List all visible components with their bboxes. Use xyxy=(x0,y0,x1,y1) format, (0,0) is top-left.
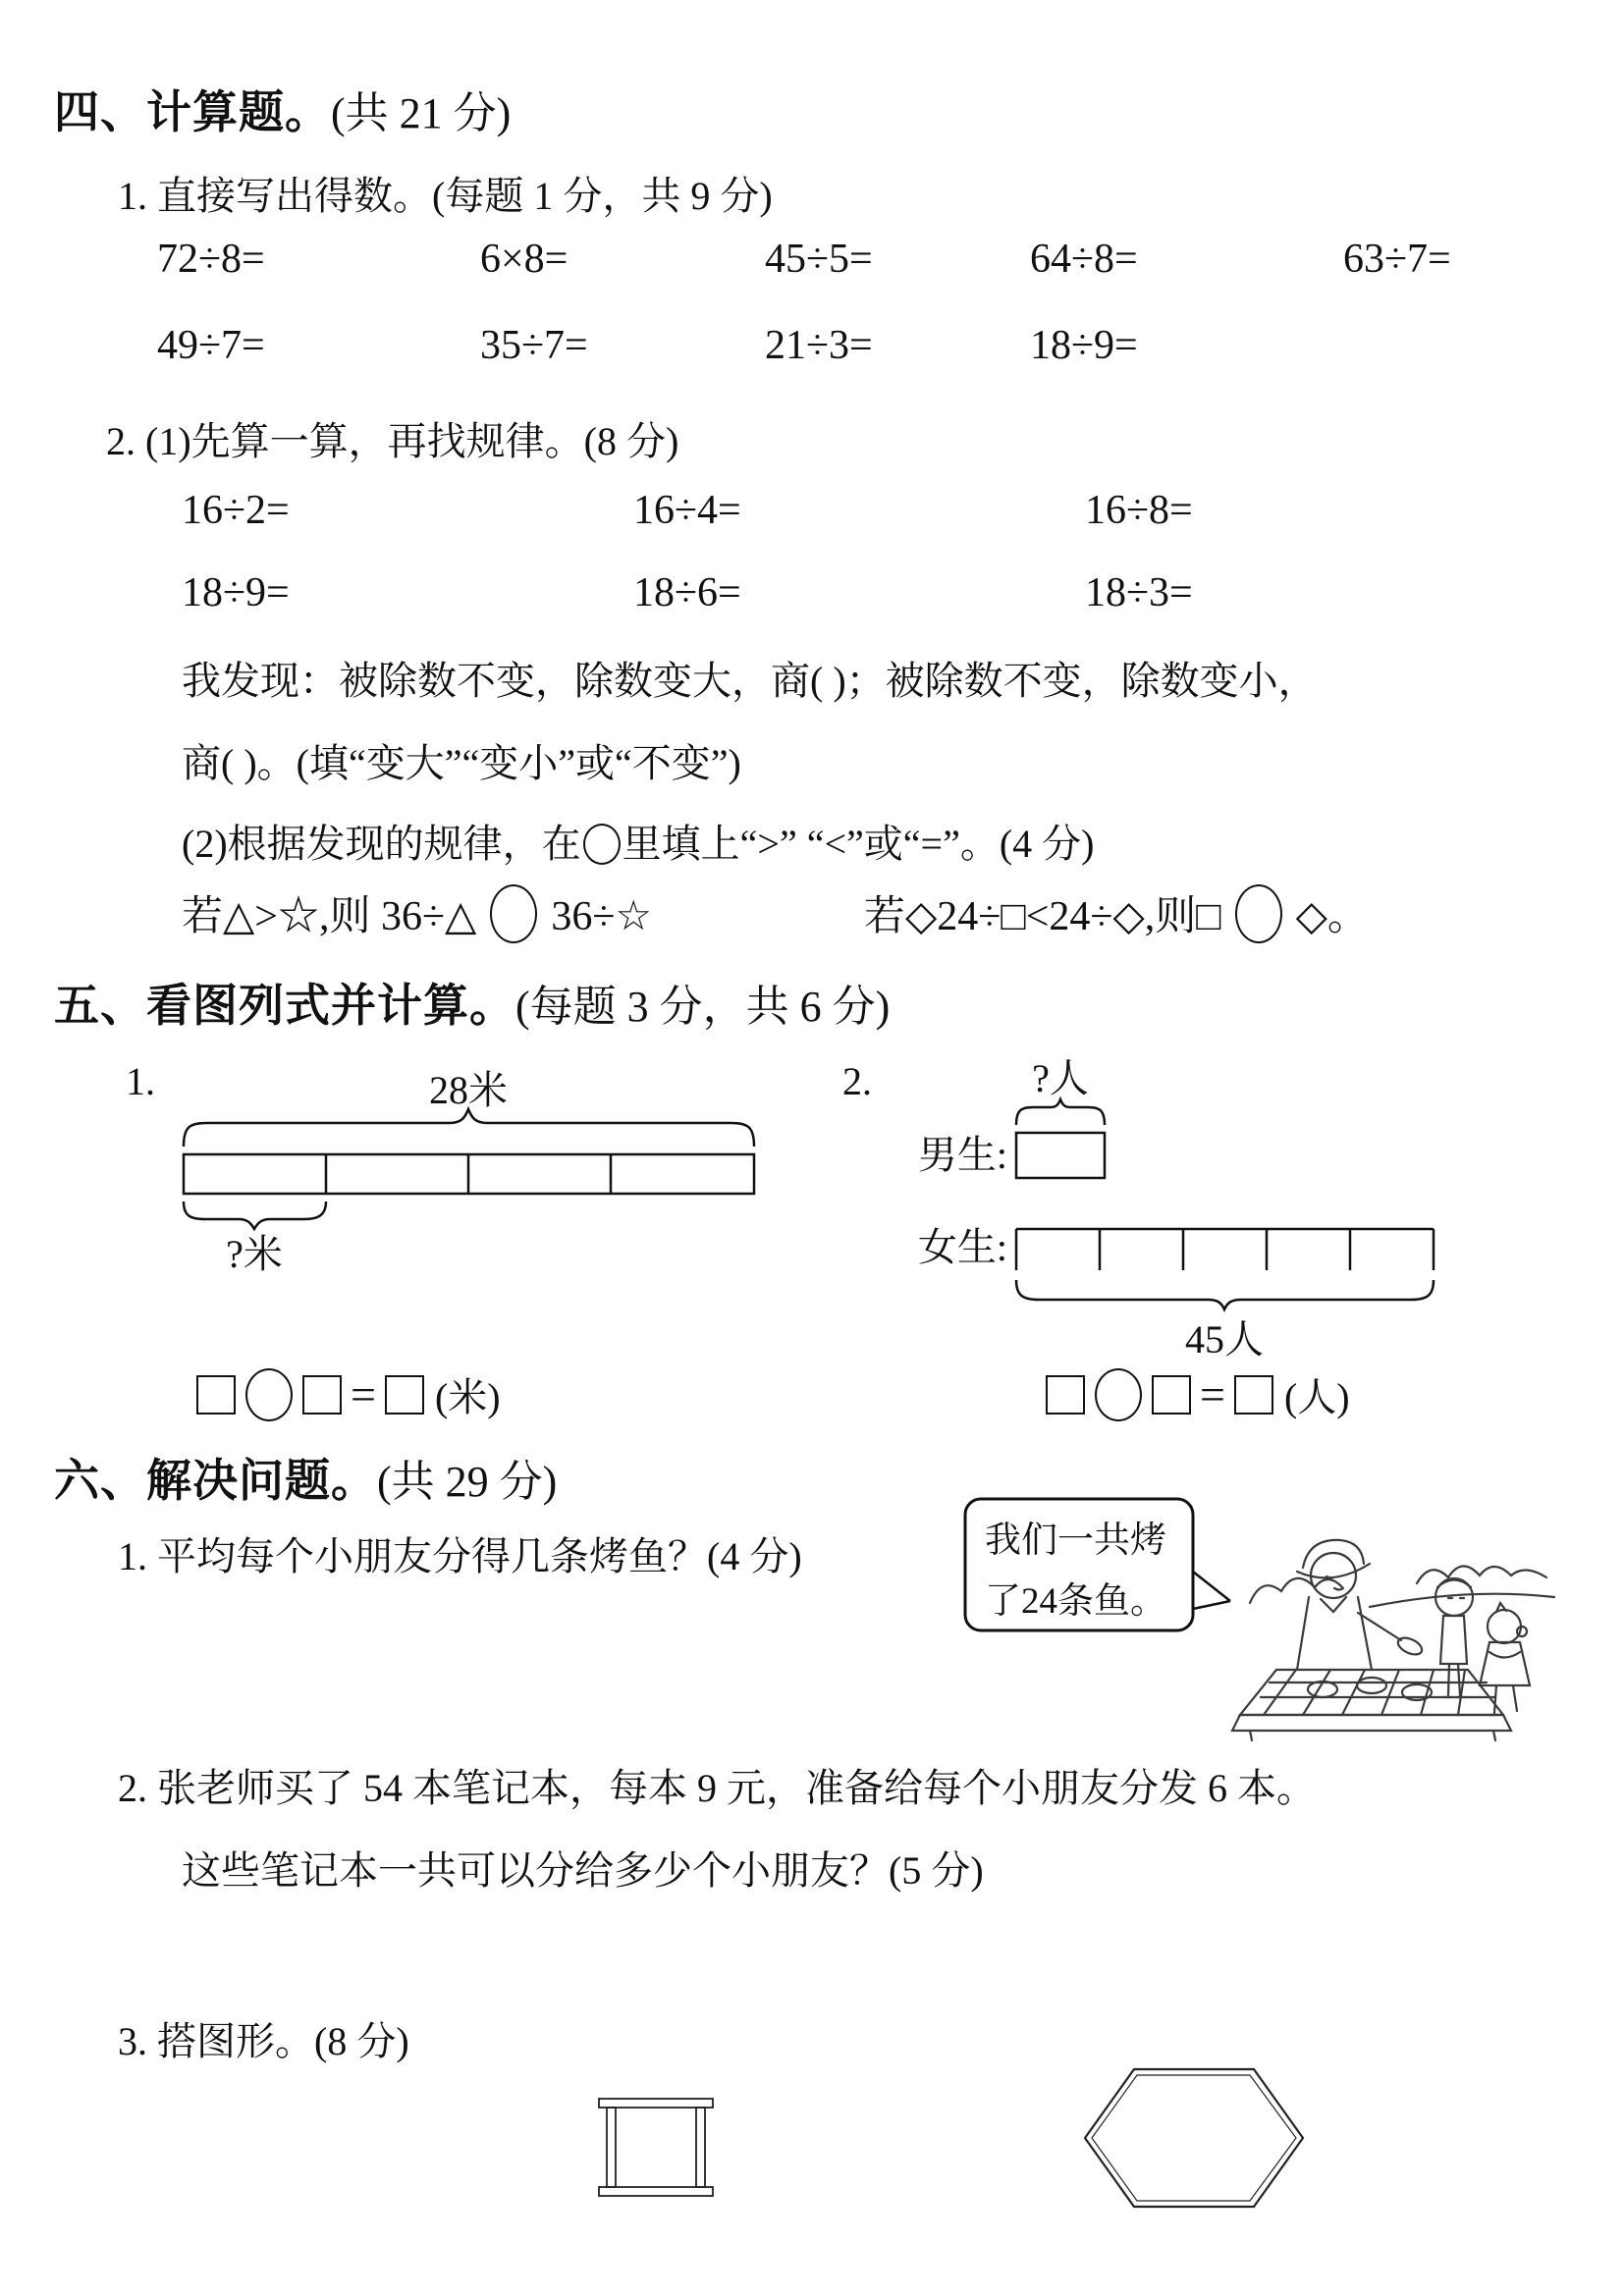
formula-meters xyxy=(191,1366,501,1422)
section6-problem1-label: 1. 平均每个小朋友分得几条烤鱼？(4 分) xyxy=(118,1534,802,1578)
expr1-suffix: 36÷☆ xyxy=(551,894,653,939)
equation: 16÷8= xyxy=(1085,488,1193,533)
bush-left xyxy=(1250,1578,1342,1603)
woman-head xyxy=(1311,1553,1356,1598)
expr2-prefix: 若◇24÷□<24÷◇,则□ xyxy=(864,894,1221,939)
boy-body xyxy=(1440,1616,1467,1664)
equation: 64÷8= xyxy=(1030,237,1138,282)
total-length-label: 28米 xyxy=(429,1068,508,1112)
problem2-number: 2. xyxy=(842,1059,872,1103)
section5-heading-score: (每题 3 分，共 6 分) xyxy=(515,983,891,1031)
scene-lineart xyxy=(1232,1540,1554,1740)
fish-on-grill xyxy=(1357,1678,1386,1693)
answer-circle-icon xyxy=(1235,884,1282,943)
answer-circle-icon xyxy=(490,884,537,943)
equation: 18÷9= xyxy=(182,570,290,615)
unit-label: (人) xyxy=(1283,1375,1350,1419)
equation: 35÷7= xyxy=(480,323,588,368)
female-label: 女生: xyxy=(917,1225,1007,1269)
section5-heading-main: 五、看图列式并计算。 xyxy=(54,980,515,1031)
finding-line2: 商( )。(填“变大”“变小”或“不变”) xyxy=(182,741,741,785)
section4-heading-score: (共 21 分) xyxy=(331,89,512,137)
equation: 18÷3= xyxy=(1085,570,1193,615)
stick-hexagon xyxy=(1085,2069,1303,2207)
part2-label xyxy=(182,813,1094,869)
woman-body xyxy=(1297,1597,1372,1670)
equation: 21÷3= xyxy=(765,323,873,368)
brace-top-male xyxy=(1016,1099,1105,1125)
section6-heading-score: (共 29 分) xyxy=(377,1458,558,1506)
operator-circle-icon xyxy=(1095,1368,1142,1421)
woman-face xyxy=(1326,1576,1343,1590)
stick-top xyxy=(599,2099,713,2108)
bar-diagram-45people xyxy=(884,1058,1502,1362)
expr2-suffix: ◇。 xyxy=(1295,894,1369,939)
equation: 16÷4= xyxy=(633,488,741,533)
compare-expression-2 xyxy=(864,883,1369,943)
equation: 72÷8= xyxy=(157,237,265,282)
equation: 6×8= xyxy=(480,237,568,282)
stick-square xyxy=(599,2099,713,2196)
unit-label: (米) xyxy=(434,1375,501,1419)
stick-right xyxy=(696,2108,705,2187)
stick-bottom xyxy=(599,2187,713,2196)
speech-bubble-line2: 了24条鱼。 xyxy=(985,1581,1166,1622)
girl-legs xyxy=(1489,1685,1517,1715)
fill-circle-icon xyxy=(583,824,621,865)
equation: 49÷7= xyxy=(157,323,265,368)
answer-box-icon xyxy=(385,1375,424,1415)
brace-bottom xyxy=(184,1201,326,1229)
total-people-label: 45人 xyxy=(1185,1317,1264,1362)
formula-people xyxy=(1041,1366,1350,1422)
woman-hat-brim xyxy=(1297,1564,1370,1577)
male-label: 男生: xyxy=(917,1133,1007,1177)
answer-box-icon xyxy=(1234,1375,1273,1415)
hexagon-outer xyxy=(1085,2069,1303,2207)
equation: 16÷2= xyxy=(182,488,290,533)
answer-box-icon xyxy=(302,1375,342,1415)
problem1-number: 1. xyxy=(126,1059,155,1103)
operator-circle-icon xyxy=(245,1368,293,1421)
section6-heading-main: 六、解决问题。 xyxy=(54,1455,377,1506)
unknown-people-label: ?人 xyxy=(1032,1058,1089,1100)
part2-prefix: (2)根据发现的规律，在 xyxy=(182,822,581,866)
section6-problem2-line2: 这些笔记本一共可以分给多少个小朋友？(5 分) xyxy=(182,1848,984,1893)
speech-bubble xyxy=(965,1499,1230,1630)
female-bar xyxy=(1016,1229,1434,1270)
grill-illustration xyxy=(957,1477,1561,1742)
girl-dress xyxy=(1480,1642,1530,1685)
equation: 45÷5= xyxy=(765,237,873,282)
girl-head xyxy=(1488,1610,1521,1643)
equation: 18÷9= xyxy=(1030,323,1138,368)
speech-bubble-line1: 我们一共烤 xyxy=(985,1521,1166,1561)
bar-diagram-28m xyxy=(182,1066,771,1277)
equation: 18÷6= xyxy=(633,570,741,615)
horizon-line xyxy=(1370,1594,1554,1607)
brace-bottom-female xyxy=(1016,1280,1434,1309)
equation: 63÷7= xyxy=(1343,237,1451,282)
stick-left xyxy=(607,2108,616,2187)
fish-in-hand xyxy=(1395,1634,1424,1658)
compare-expression-1 xyxy=(182,883,652,943)
section4-heading xyxy=(54,77,511,141)
section4-item1-label: 1. 直接写出得数。(每题 1 分，共 9 分) xyxy=(118,174,773,218)
section4-heading-main: 四、计算题。 xyxy=(54,86,331,137)
part-length-label: ?米 xyxy=(226,1232,283,1276)
bush-right xyxy=(1417,1566,1546,1583)
answer-box-icon xyxy=(1152,1375,1191,1415)
section4-item2-label: 2. (1)先算一算，再找规律。(8 分) xyxy=(106,419,679,463)
section6-problem2-line1: 2. 张老师买了 54 本笔记本，每本 9 元，准备给每个小朋友分发 6 本。 xyxy=(118,1766,1316,1810)
part2-suffix: 里填上“>” “<”或“=”。(4 分) xyxy=(622,822,1095,866)
answer-box-icon xyxy=(1046,1375,1085,1415)
equals-sign: = xyxy=(1200,1369,1225,1419)
brace-top xyxy=(184,1109,754,1147)
section5-heading xyxy=(54,970,890,1035)
section6-problem3-label: 3. 搭图形。(8 分) xyxy=(118,2019,409,2063)
expr1-prefix: 若△>☆,则 36÷△ xyxy=(182,894,477,939)
hexagon-inner xyxy=(1092,2075,1296,2201)
equals-sign: = xyxy=(351,1369,376,1419)
finding-line1: 我发现：被除数不变，除数变大，商( )；被除数不变，除数变小， xyxy=(182,659,1318,703)
stick-shapes xyxy=(569,2052,1355,2228)
section6-heading xyxy=(54,1445,557,1510)
male-bar xyxy=(1016,1133,1105,1178)
speech-bubble-tail xyxy=(1193,1572,1230,1609)
answer-box-icon xyxy=(196,1375,236,1415)
grill-base xyxy=(1232,1715,1511,1740)
